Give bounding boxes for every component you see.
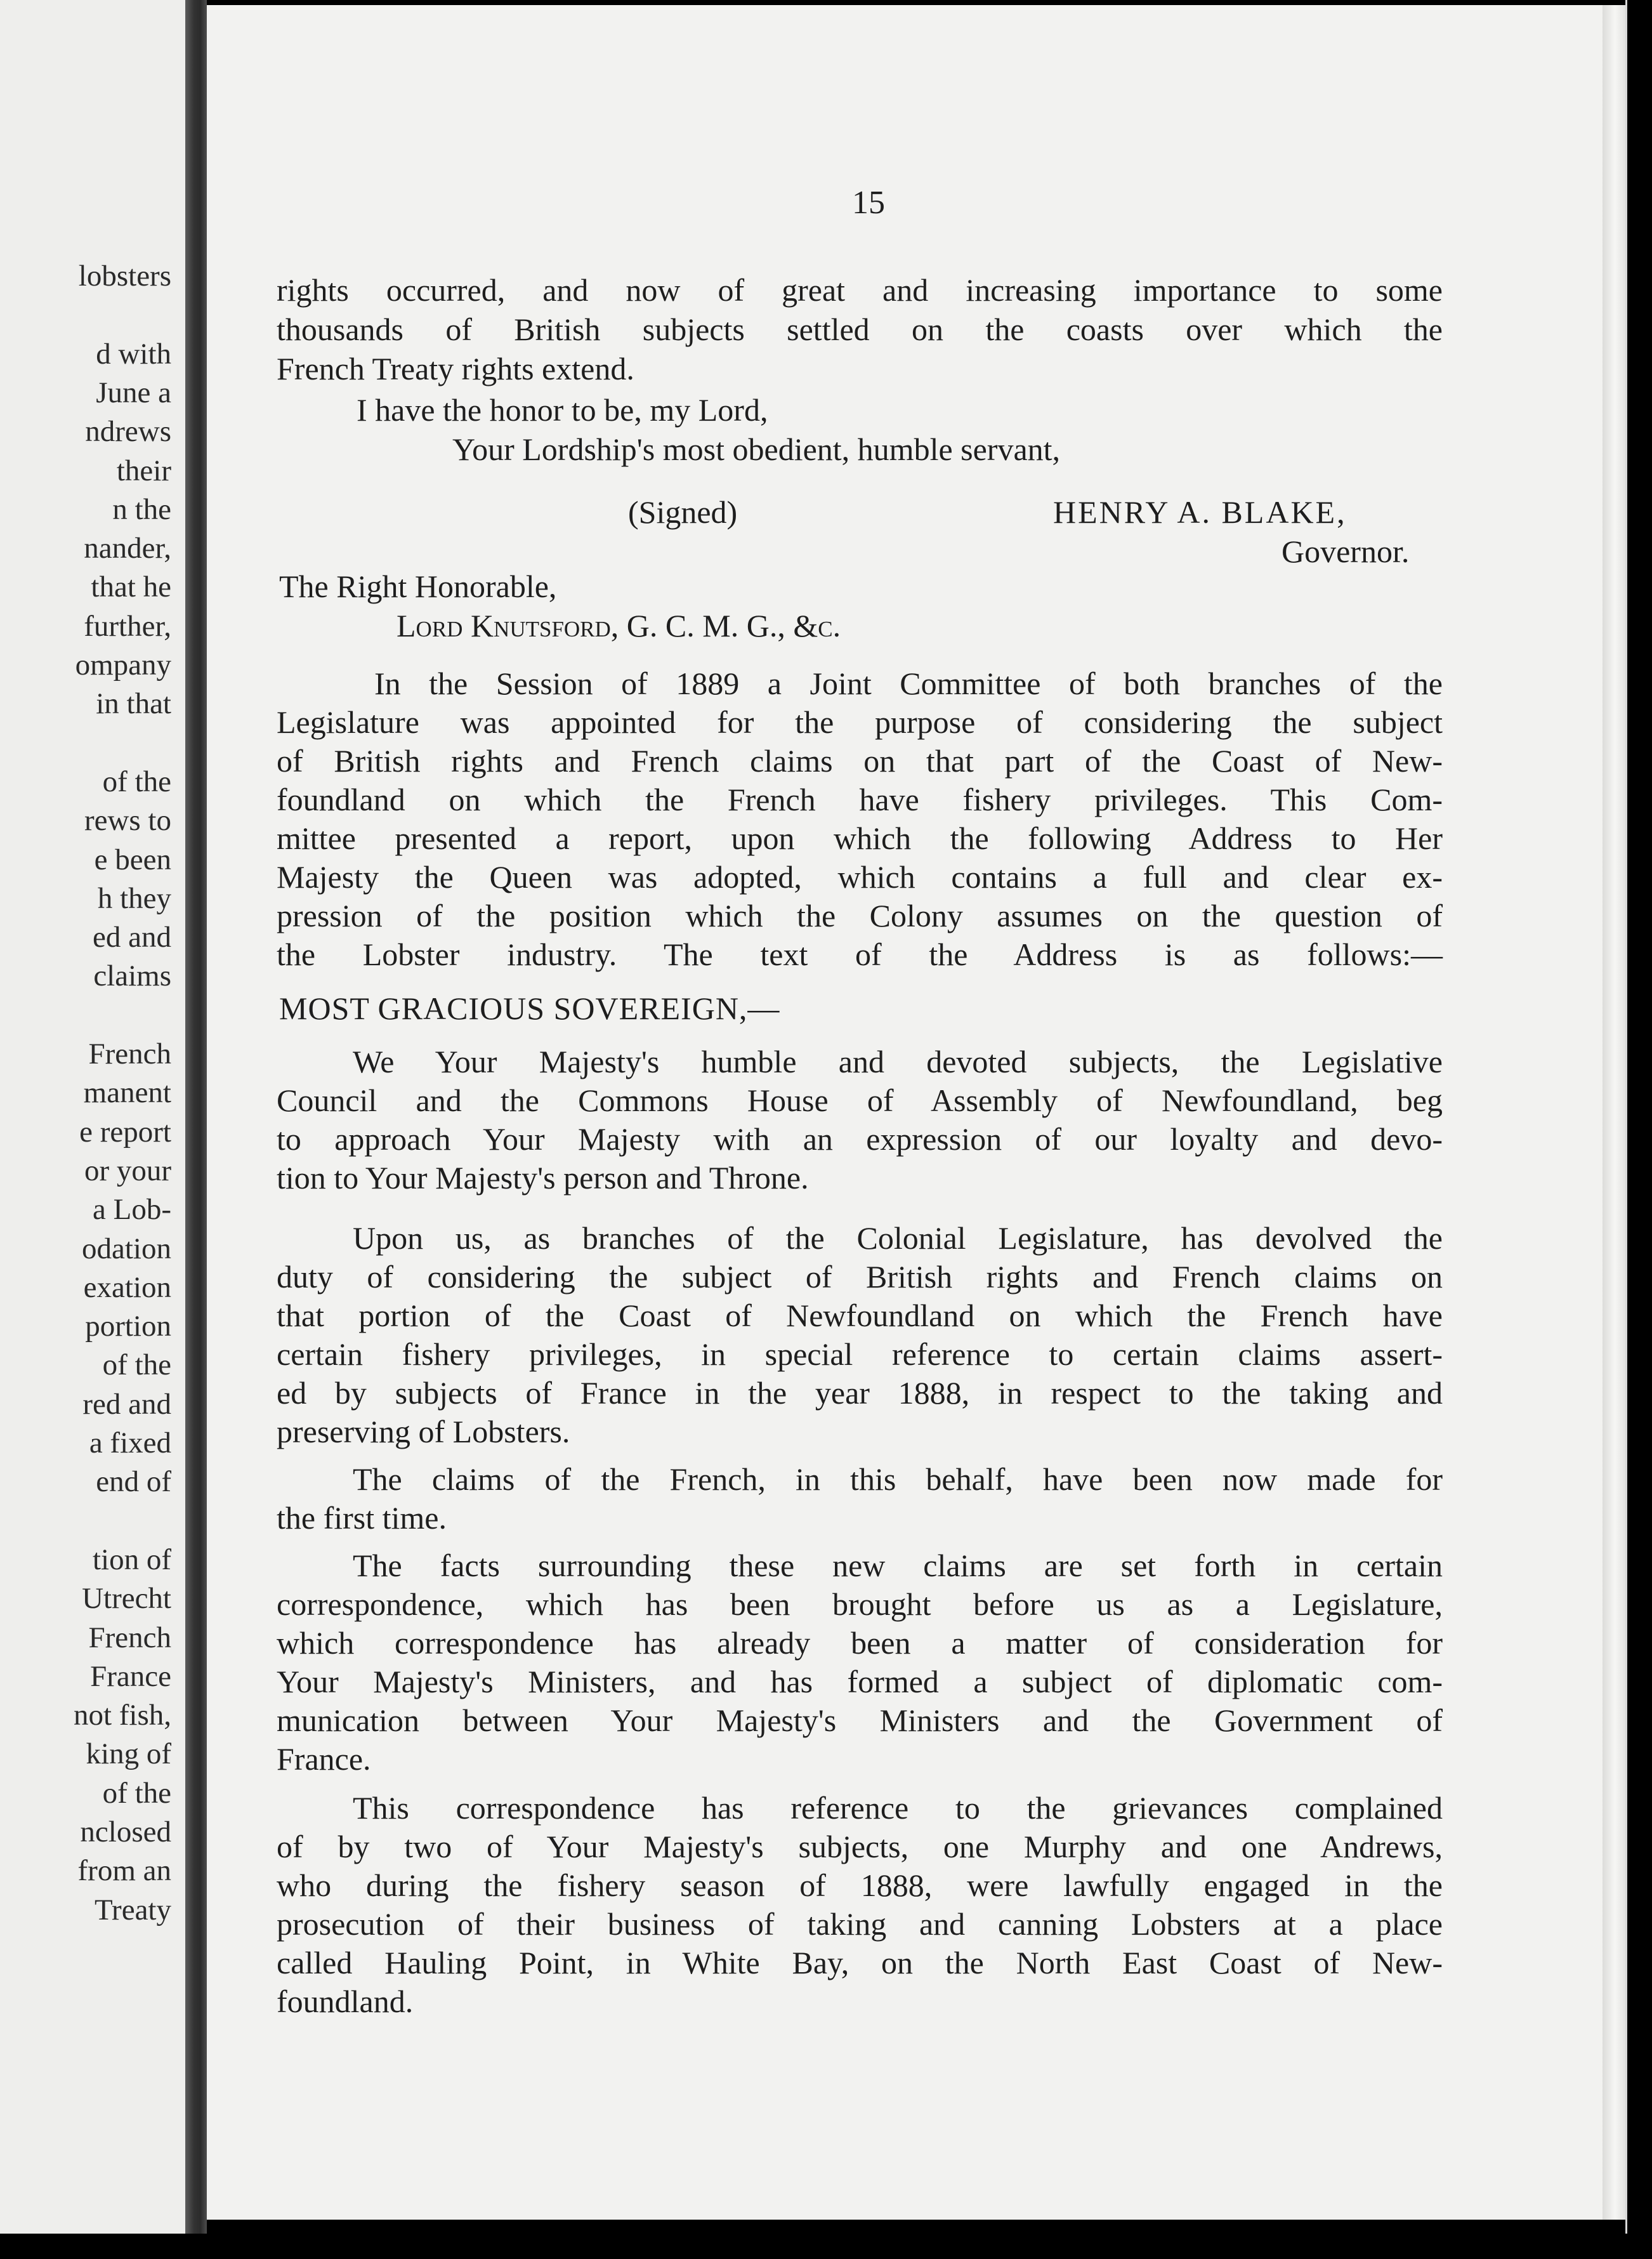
left-page-line: exation [83,1271,171,1304]
paragraph-line: France. [277,1741,371,1777]
salutation-heading: MOST GRACIOUS SOVEREIGN,— [279,991,780,1026]
paragraph-line: tion to Your Majesty's person and Throne. [277,1160,809,1195]
left-page-line: red and [82,1388,171,1421]
left-page-line: that he [91,570,171,603]
left-page-line: June a [96,376,171,409]
paragraph-line: The claims of the French, in this behalf, have been now made for [353,1461,1443,1497]
left-page-line: d with [96,338,171,371]
paragraph-line: which correspondence has already been a matter of consideration for [277,1625,1443,1661]
page-edge [1603,5,1625,2220]
left-page-line: or your [84,1154,171,1187]
paragraph-line: The facts surrounding these new claims are set forth in certain [353,1548,1443,1583]
paragraph-line: Legislature was appointed for the purpose of considering the subject [277,704,1443,740]
page-number: 15 [852,185,885,221]
left-page-line: nander, [84,532,171,565]
left-page-line: ompany [75,649,171,682]
left-page-line: manent [83,1076,171,1109]
signed-label: (Signed) [628,494,738,530]
text-line: rights occurred, and now of great and increasing importance to some [277,272,1443,308]
signatory-name: HENRY A. BLAKE, [1053,494,1347,530]
left-page-line: of the [102,1348,171,1381]
left-page-line: not fish, [73,1699,171,1732]
paragraph-line: Your Majesty's Ministers, and has formed a subject of diplomatic com- [277,1664,1443,1699]
left-page-line: from an [77,1854,171,1887]
paragraph-line: correspondence, which has been brought before us as a Legislature, [277,1586,1443,1622]
left-page-line: Treaty [95,1893,171,1926]
left-page-line: French [88,1037,171,1070]
paragraph-line: the Lobster industry. The text of the Address is as follows:— [277,937,1443,972]
paragraph-line: Council and the Commons House of Assembly of Newfoundland, beg [277,1083,1443,1118]
scan-frame-line [1625,0,1627,2234]
text-line: French Treaty rights extend. [277,351,634,386]
left-page-line: a Lob- [93,1193,171,1226]
servant-line: Your Lordship's most obedient, humble servant, [452,431,1061,467]
left-page-line: in that [96,687,171,720]
paragraph-line: of British rights and French claims on that part of the Coast of New- [277,743,1443,779]
paragraph-line: This correspondence has reference to the grievances complained [353,1790,1443,1826]
addressee-line: The Right Honorable, [279,569,557,604]
left-page-line: king of [86,1737,171,1770]
left-page-line: lobsters [78,260,171,293]
left-page-line: portion [85,1310,171,1343]
paragraph-line: pression of the position which the Colony assumes on the question of [277,898,1443,933]
paragraph-line: foundland on which the French have fishery privileges. This Com- [277,782,1443,817]
paragraph-line: certain fishery privileges, in special reference to certain claims assert- [277,1336,1443,1372]
left-page-line: odation [82,1232,171,1265]
left-page-line: rews to [84,804,171,837]
paragraph-line: who during the fishery season of 1888, were lawfully engaged in the [277,1867,1443,1903]
left-page-line: end of [96,1465,171,1498]
book-gutter [185,0,207,2234]
left-page-line: Utrecht [82,1582,171,1615]
paragraph-line: In the Session of 1889 a Joint Committee of both branches of the [374,666,1443,701]
left-page-line: ndrews [85,415,171,448]
paragraph-line: preserving of Lobsters. [277,1414,570,1449]
left-page-line: of the [102,765,171,798]
left-page-line: their [116,454,171,487]
text-line: thousands of British subjects settled on the coasts over which the [277,312,1443,347]
paragraph-line: of by two of Your Majesty's subjects, one Murphy and one Andrews, [277,1829,1443,1864]
paragraph-line: foundland. [277,1984,414,2019]
left-page-line: French [88,1621,171,1654]
paragraph-line: Upon us, as branches of the Colonial Legislature, has devolved the [353,1220,1443,1256]
paragraph-line: ed by subjects of France in the year 1888, in respect to the taking and [277,1375,1443,1411]
paragraph-line: to approach Your Majesty with an expression of our loyalty and devo- [277,1121,1443,1157]
paragraph-line: munication between Your Majesty's Ministers and the Government of [277,1702,1443,1738]
left-page-line: France [90,1660,171,1693]
honor-line: I have the honor to be, my Lord, [357,392,768,428]
left-page-line: ed and [93,921,171,954]
paragraph-line: We Your Majesty's humble and devoted subjects, the Legislative [353,1044,1443,1079]
left-page-line: claims [93,959,171,992]
paragraph-line: the first time. [277,1500,447,1536]
left-page-line: nclosed [80,1815,171,1848]
left-page-line: h they [97,882,171,915]
paragraph-line: Majesty the Queen was adopted, which contains a full and clear ex- [277,859,1443,895]
paragraph-line: prosecution of their business of taking and canning Lobsters at a place [277,1906,1443,1942]
paragraph-line: duty of considering the subject of British rights and French claims on [277,1259,1443,1294]
left-page-line: e been [94,843,171,876]
paragraph-line: mittee presented a report, upon which the following Address to Her [277,820,1443,856]
left-page-line: e report [79,1116,171,1149]
addressee-name: Lord Knutsford, G. C. M. G., &c. [397,608,841,643]
paragraph-line: that portion of the Coast of Newfoundland on which the French have [277,1298,1443,1333]
left-page-line: further, [84,610,171,643]
scan-border [0,2234,1652,2259]
previous-page-fragment [0,0,185,2234]
left-page-line: tion of [92,1543,171,1576]
left-page-line: of the [102,1777,171,1810]
paragraph-line: called Hauling Point, in White Bay, on the North East Coast of New- [277,1945,1443,1980]
left-page-line: n the [112,493,171,526]
signatory-title: Governor. [1282,534,1410,569]
left-page-line: a fixed [89,1426,171,1459]
